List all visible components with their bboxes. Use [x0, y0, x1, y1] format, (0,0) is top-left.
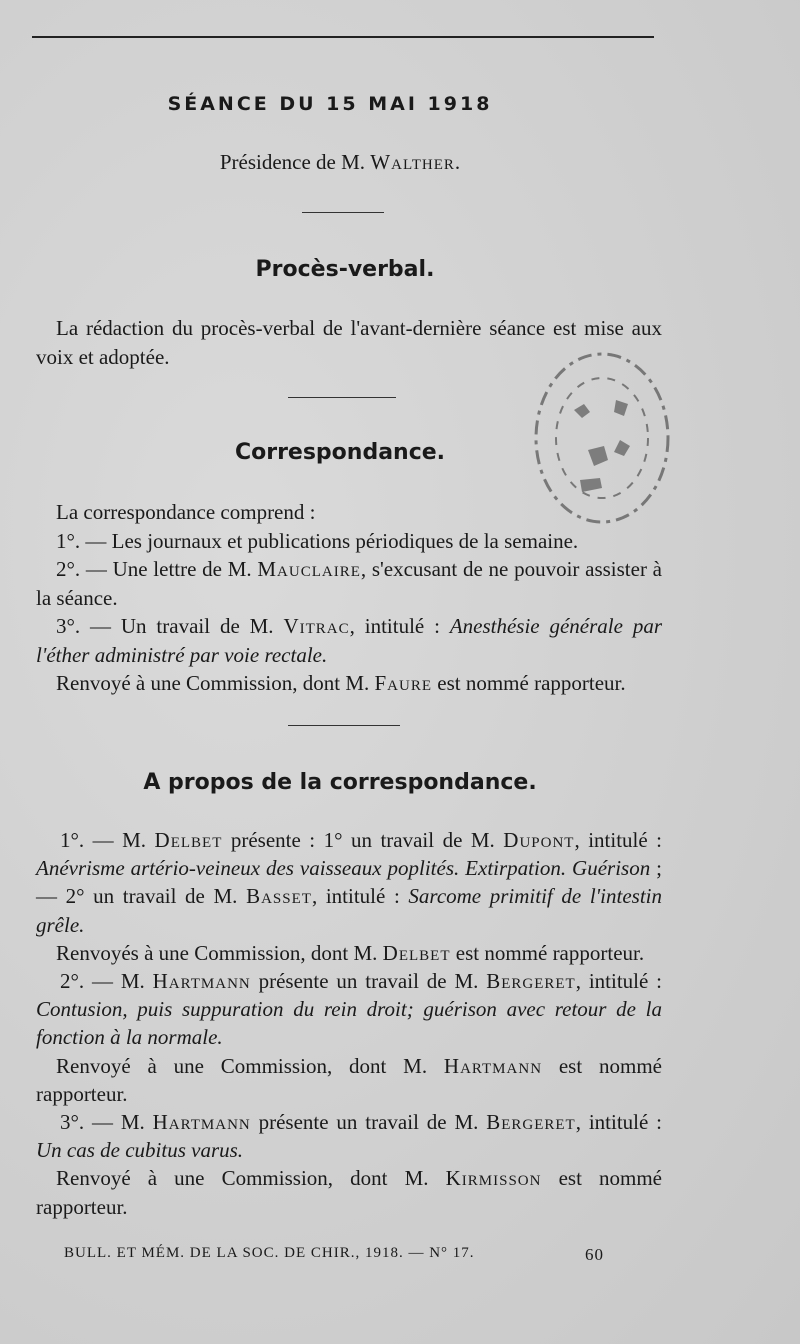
work-title: Anesthésie générale par l'éther administré par voie rectale. [36, 614, 663, 667]
author-name: Bergeret [486, 1110, 576, 1135]
author-name: Delbet [154, 828, 223, 852]
author-name: Mauclaire [257, 557, 361, 581]
a-propos-renvoi-1: Renvoyés à une Commission, dont M. Delbet est nommé rapporteur. [56, 940, 645, 965]
author-name: Hartmann [152, 969, 251, 994]
divider-rule [288, 725, 400, 726]
divider-rule [288, 397, 396, 398]
correspondance-intro: La correspondance comprend : [56, 500, 316, 524]
author-name: Hartmann [152, 1110, 251, 1135]
author-name: Vitrac [283, 614, 350, 638]
a-propos-renvoi-2: Renvoyé à une Commission, dont M. Hartmann est nommé rapporteur. [36, 1053, 662, 1106]
work-title: Un cas de cubitus varus. [36, 1138, 244, 1163]
presidence-prefix: Présidence de M. [219, 150, 371, 174]
rapporteur-name: Kirmisson [445, 1166, 542, 1191]
work-title: Sarcome primitif de l'intestin grêle. [36, 884, 663, 937]
presidence-suffix: . [454, 150, 461, 174]
a-propos-item-3: 3°. — M. Hartmann présente un travail de M. Bergeret, intitulé : Un cas de cubitus varus. [36, 1110, 663, 1163]
a-propos-section [36, 826, 662, 1221]
work-title: Anévrisme artério-veineux des vaisseaux poplités. Extirpation. Guérison [36, 856, 651, 881]
heading-correspondance: Correspondance. [234, 440, 446, 465]
presidence-line [0, 150, 680, 175]
heading-proces-verbal: Procès-verbal. [255, 257, 435, 282]
rapporteur-name: Hartmann [443, 1053, 543, 1078]
page-footer [64, 1245, 604, 1262]
a-propos-item-1: 1°. — M. Delbet présente : 1° un travail de M. Dupont, intitulé : Anévrisme artério-veineux des vaisseaux poplités. Extirpation. Guérison ; — 2° un travail de M. Basset, intitulé : Sarcome primitif de l'intestin grêle. [36, 828, 663, 937]
correspondance-renvoi: Renvoyé à une Commission, dont M. Faure est nommé rapporteur. [56, 671, 626, 695]
divider-rule [302, 212, 384, 213]
correspondance-item-2: 2°. — Une lettre de M. Mauclaire, s'excusant de ne pouvoir assister à la séance. [36, 557, 662, 610]
correspondance-item-1: 1°. — Les journaux et publications périodiques de la semaine. [56, 528, 579, 553]
proces-verbal-paragraph: La rédaction du procès-verbal de l'avant-dernière séance est mise aux voix et adoptée. [36, 316, 662, 369]
rapporteur-name: Faure [374, 671, 433, 695]
work-title: Contusion, puis suppuration du rein droit; guérison avec retour de la fonction à la normale. [36, 997, 662, 1050]
heading-a-propos: A propos de la correspondance. [143, 770, 537, 795]
correspondance-item-3: 3°. — Un travail de M. Vitrac, intitulé : Anesthésie générale par l'éther administré par voie rectale. [36, 614, 663, 667]
session-title: SÉANCE DU 15 MAI 1918 [167, 93, 493, 115]
author-name: Dupont [503, 828, 575, 852]
author-name: Bergeret [486, 969, 576, 994]
library-stamp-icon [520, 340, 680, 540]
a-propos-renvoi-3: Renvoyé à une Commission, dont M. Kirmisson est nommé rapporteur. [36, 1166, 662, 1219]
a-propos-item-2: 2°. — M. Hartmann présente un travail de M. Bergeret, intitulé : Contusion, puis suppuration du rein droit; guérison avec retour de la fonction à la normale. [36, 969, 663, 1050]
rapporteur-name: Delbet [382, 940, 451, 965]
top-rule [32, 36, 654, 38]
author-name: Basset [246, 884, 312, 909]
footer-citation: BULL. ET MÉM. DE LA SOC. DE CHIR., 1918. — N° 17. [64, 1245, 475, 1261]
page-number: 60 [585, 1245, 604, 1264]
president-name: Walther [370, 150, 455, 174]
